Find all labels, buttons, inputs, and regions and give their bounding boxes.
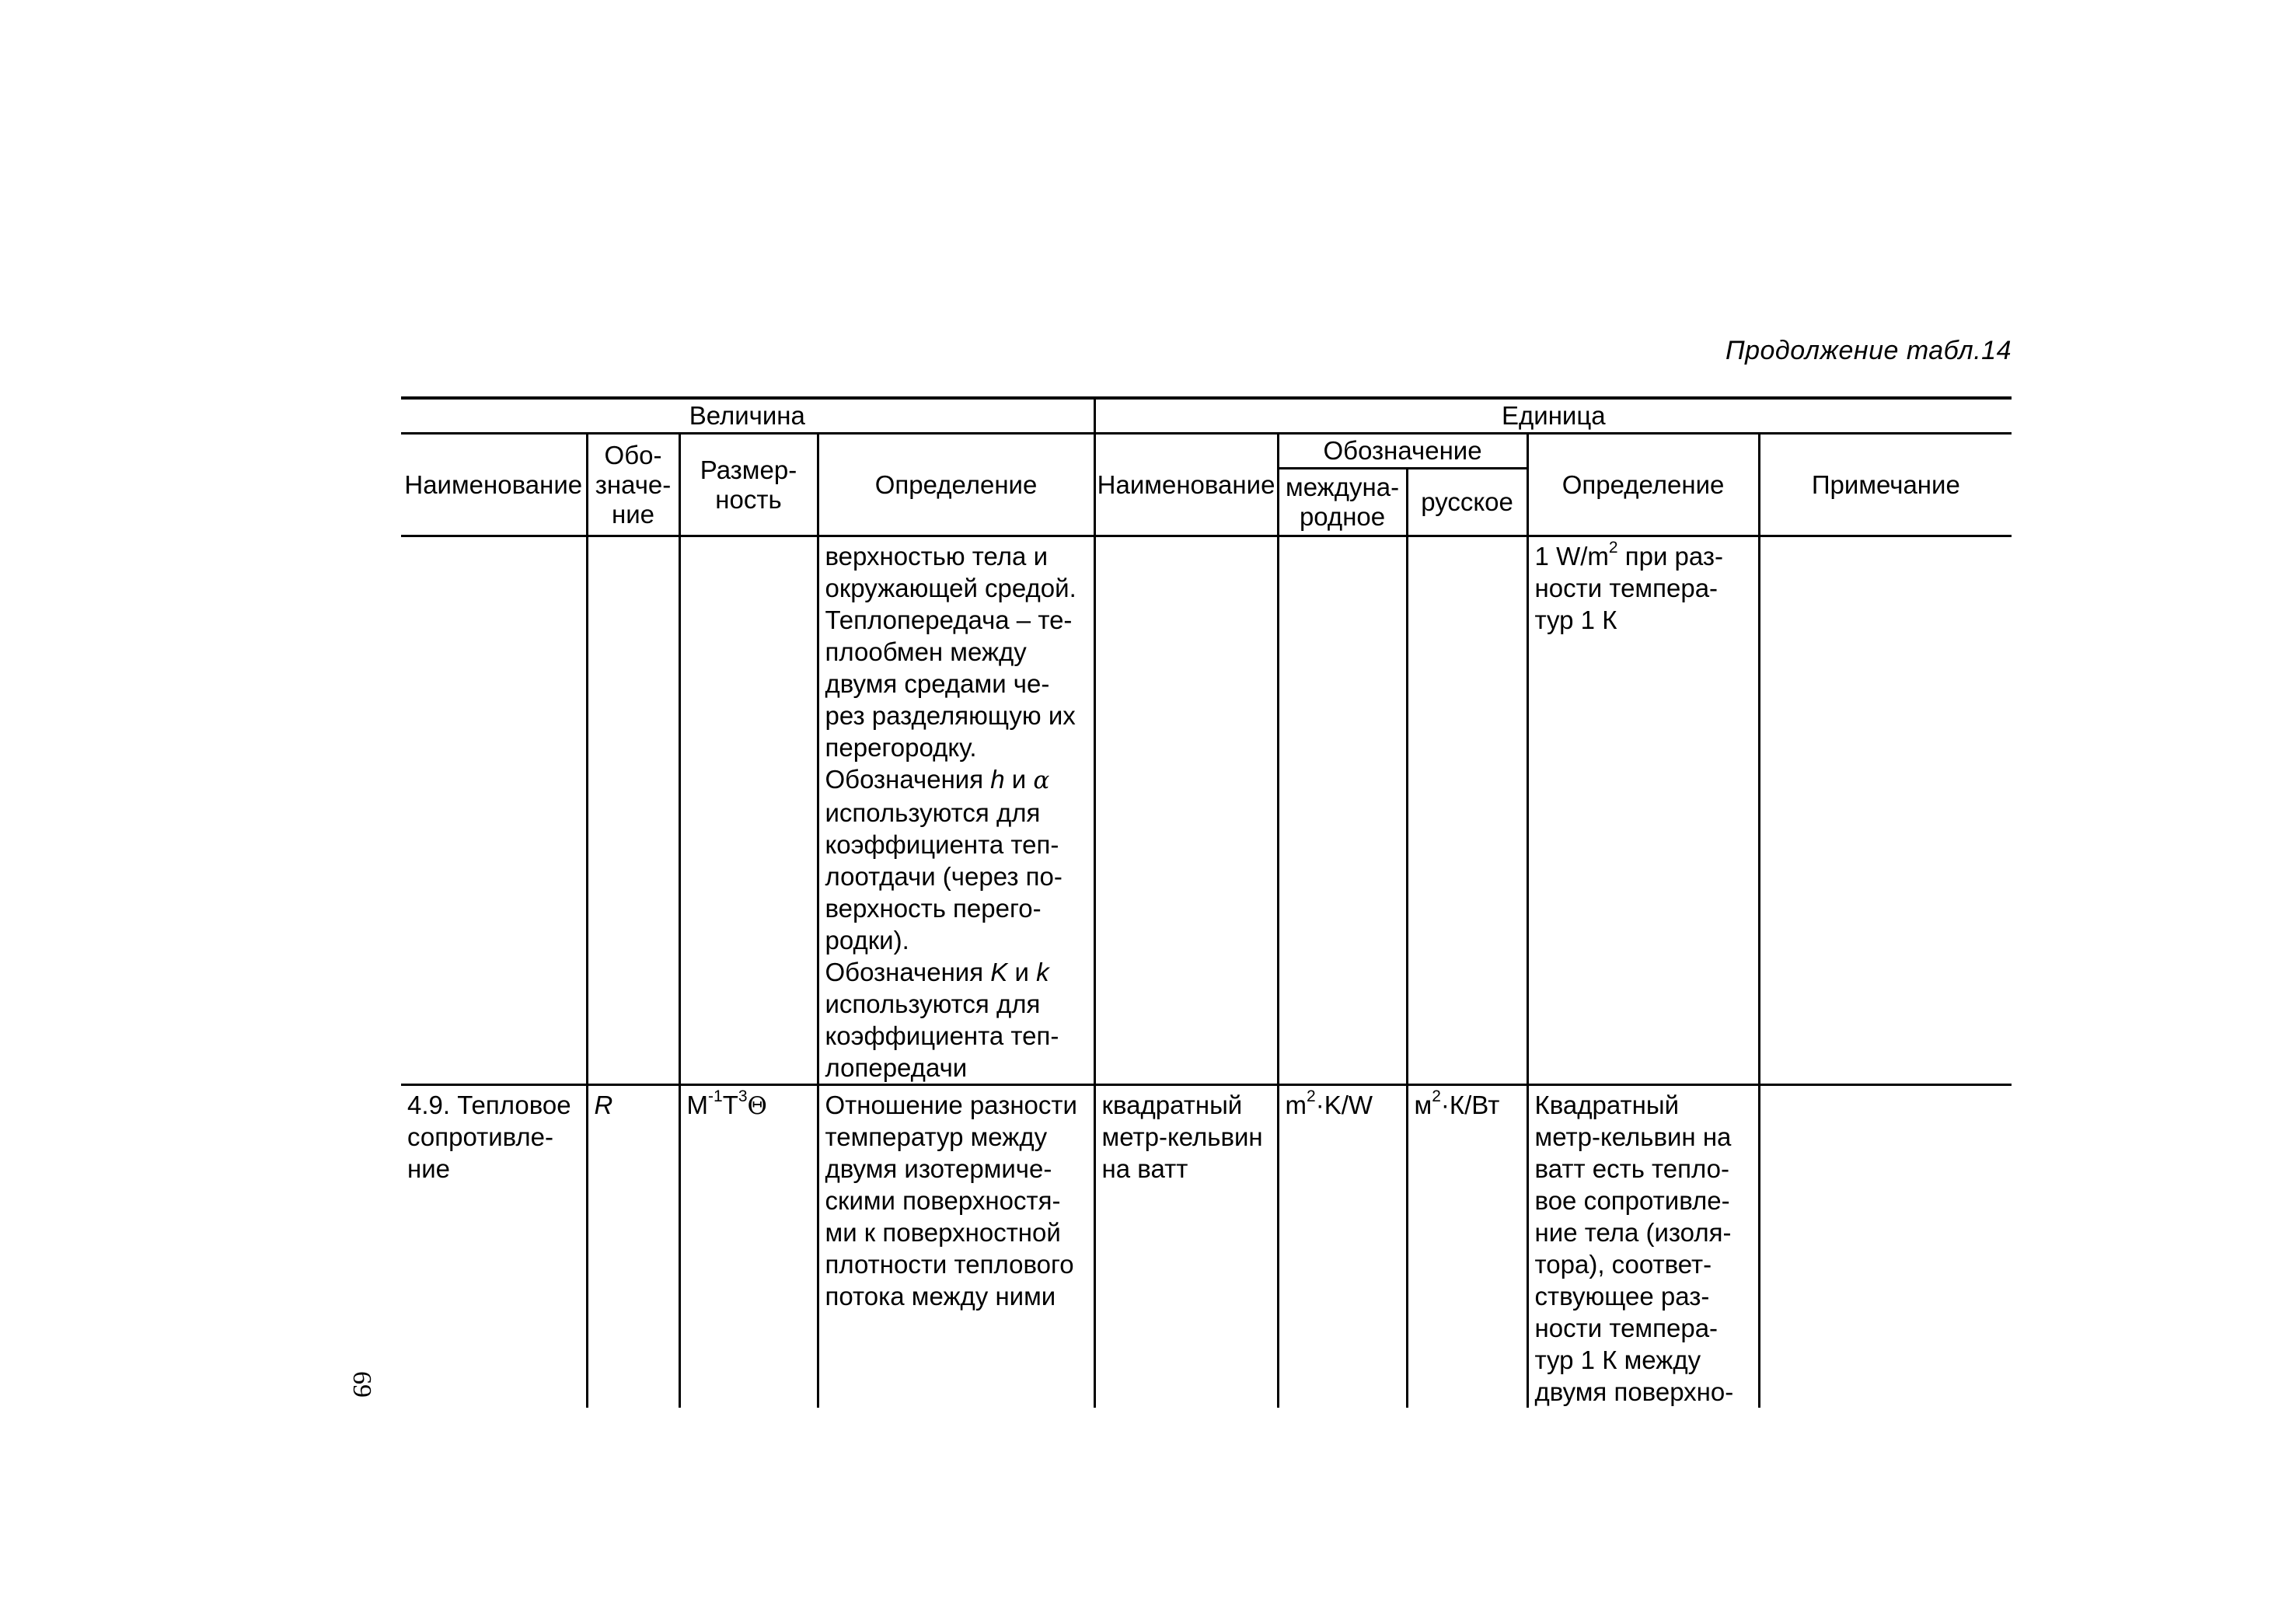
page-number: 69 [347,1371,376,1398]
cell-quantity-symbol [587,536,679,1085]
cell-quantity-name [401,536,587,1085]
dimension-M-exponent: -1 [708,1087,723,1105]
header-quantity-dimension: Размер- ность [679,434,818,536]
table-row-4-9 [401,1085,2012,1408]
cell-unit-definition [1527,536,1759,1085]
cell-unit-note [1759,1085,2012,1408]
dimension-T-exponent: 3 [738,1087,748,1105]
cell-quantity-definition [818,536,1094,1085]
symbol-alpha: α [1033,766,1050,794]
cell-quantity-name: 4.9. Тепловое сопротивле- ние [401,1085,587,1408]
table-row-continued [401,536,2012,1085]
header-unit-symbol-russian: русское [1407,469,1527,536]
header-unit-name: Наименование [1094,434,1278,536]
cell-unit-symbol-international: $m^2\cdot K/W$ [1278,1085,1407,1408]
cell-unit-name: квадратный метр-кельвин на ватт [1094,1085,1278,1408]
definition-text-part-2: используются для коэффициента теп- лоотдачи (через по- верхность перего- родки). Обозначения [825,798,1063,986]
header-unit-note: Примечание [1759,434,2012,536]
symbol-K: K [990,958,1008,986]
dimension-theta: Θ [747,1092,767,1120]
cell-quantity-dimension [679,536,818,1085]
cell-quantity-dimension [679,1085,818,1408]
cell-unit-symbol-international [1278,536,1407,1085]
header-sub-row [401,434,2012,469]
dimension-M: M [686,1091,708,1119]
cell-unit-name [1094,536,1278,1085]
unit-definition-exponent: 2 [1608,539,1618,557]
cell-unit-definition: Квадратный метр-кельвин на ватт есть тепло- вое сопротивле- ние тела (изоля- тора), соответ- ствующее раз- ности темпера- тур 1 К между двумя поверхно- [1527,1085,1759,1408]
dimension-T: T [722,1091,738,1119]
header-quantity-definition: Определение [818,434,1094,536]
unit-definition-part-2: при раз- ности темпера- тур 1 К [1534,542,1724,634]
header-group-row [401,398,2012,434]
symbol-h: h [990,765,1005,794]
header-unit-symbol-international: междуна- родное [1278,469,1407,536]
header-quantity-name: Наименование [401,434,587,536]
cell-unit-symbol-russian [1407,536,1527,1085]
table-continuation-caption: Продолжение табл.14 [1725,336,2012,365]
symbol-k: k [1036,958,1049,986]
cell-unit-symbol-russian: $м^2\cdot К/Вт$ [1407,1085,1527,1408]
cell-unit-note [1759,536,2012,1085]
header-unit-symbol-group: Обозначение [1278,434,1527,469]
conjunction-and: и [1004,765,1034,794]
cell-quantity-definition: Отношение разности температур между двумя изотермиче- скими поверхностя- ми к поверхностной плотности теплового потока между ними [818,1085,1094,1408]
cell-quantity-symbol: R [587,1085,679,1408]
unit-definition-part-1: 1 W/m [1534,542,1609,571]
quantities-units-table [401,396,2012,1408]
header-unit-group: Единица [1094,398,2012,434]
header-unit-definition: Определение [1527,434,1759,536]
header-quantity-group: Величина [401,398,1094,434]
definition-text-part-3: используются для коэффициента теп- лопередачи [825,989,1059,1082]
conjunction-and: и [1007,958,1037,986]
header-quantity-symbol: Обо- значе- ние [587,434,679,536]
definition-text-part-1: верхностью тела и окружающей средой. Теплопередача – те- плообмен между двумя средами че- рез разделяющую их перегородку. Обозначения [825,542,1076,794]
